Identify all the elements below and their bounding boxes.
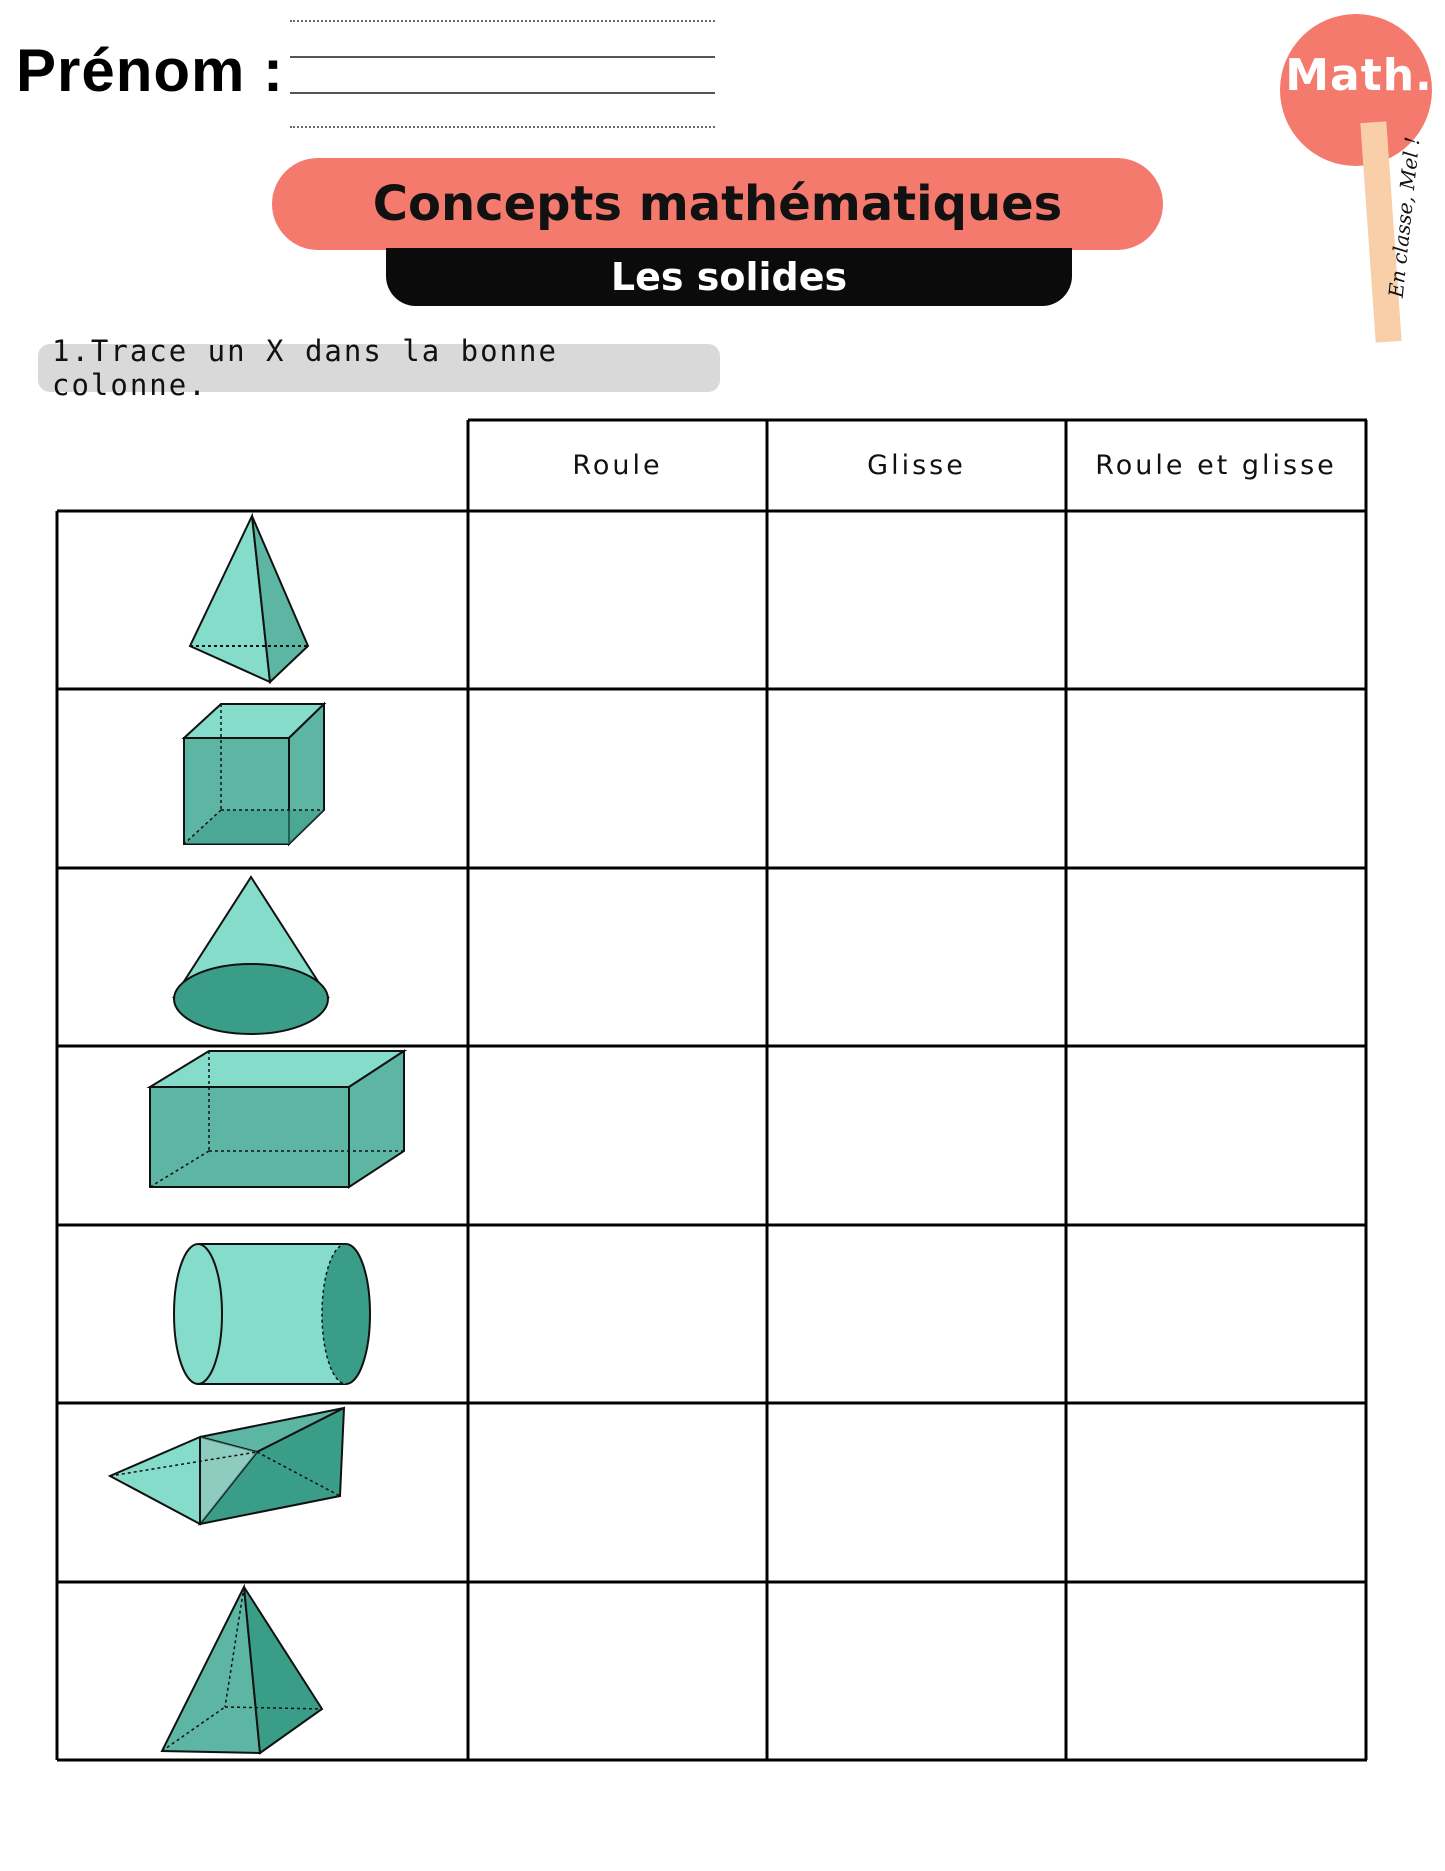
answer-cell-roule-et-glisse[interactable] [1068,691,1364,866]
answer-cell-glisse[interactable] [769,691,1064,866]
column-header-roule: Roule [572,449,663,481]
answer-cell-roule-et-glisse[interactable] [1068,1048,1364,1223]
answer-cell-roule-et-glisse[interactable] [1068,1227,1364,1401]
answer-cell-roule[interactable] [470,1048,765,1223]
triangular-prism-icon [58,1404,468,1582]
answer-cell-glisse[interactable] [769,1405,1064,1580]
answer-cell-roule-et-glisse[interactable] [1068,1405,1364,1580]
answer-cell-glisse[interactable] [769,1227,1064,1401]
cube-icon [58,690,468,868]
cone-icon [58,869,468,1047]
column-header-roule-et-glisse: Roule et glisse [1095,449,1337,481]
answer-cell-roule-et-glisse[interactable] [1068,513,1364,687]
answer-cell-glisse[interactable] [769,870,1064,1044]
answer-cell-glisse[interactable] [769,1048,1064,1223]
triangular-pyramid-icon [58,512,468,690]
answer-cell-roule-et-glisse[interactable] [1068,870,1364,1044]
name-label: Prénom : [16,37,285,104]
answer-cell-roule[interactable] [470,691,765,866]
answer-cell-glisse[interactable] [769,1584,1064,1758]
column-header-glisse: Glisse [867,449,966,481]
page-title: Concepts mathématiques [372,176,1063,232]
square-pyramid-icon [58,1583,468,1761]
logo-subtext: En classe, Mel ! [1383,135,1425,299]
answer-cell-roule[interactable] [470,1227,765,1401]
page-subtitle: Les solides [610,255,848,299]
answer-cell-roule[interactable] [470,513,765,687]
answer-cell-roule[interactable] [470,870,765,1044]
instruction-box: 1.Trace un X dans la bonne colonne. [38,344,720,392]
answer-cell-glisse[interactable] [769,513,1064,687]
logo-text: Math. [1285,50,1433,101]
rectangular-prism-icon [58,1047,468,1225]
answer-cell-roule[interactable] [470,1405,765,1580]
answer-cell-roule-et-glisse[interactable] [1068,1584,1364,1758]
cylinder-icon [58,1226,468,1404]
answer-cell-roule[interactable] [470,1584,765,1758]
